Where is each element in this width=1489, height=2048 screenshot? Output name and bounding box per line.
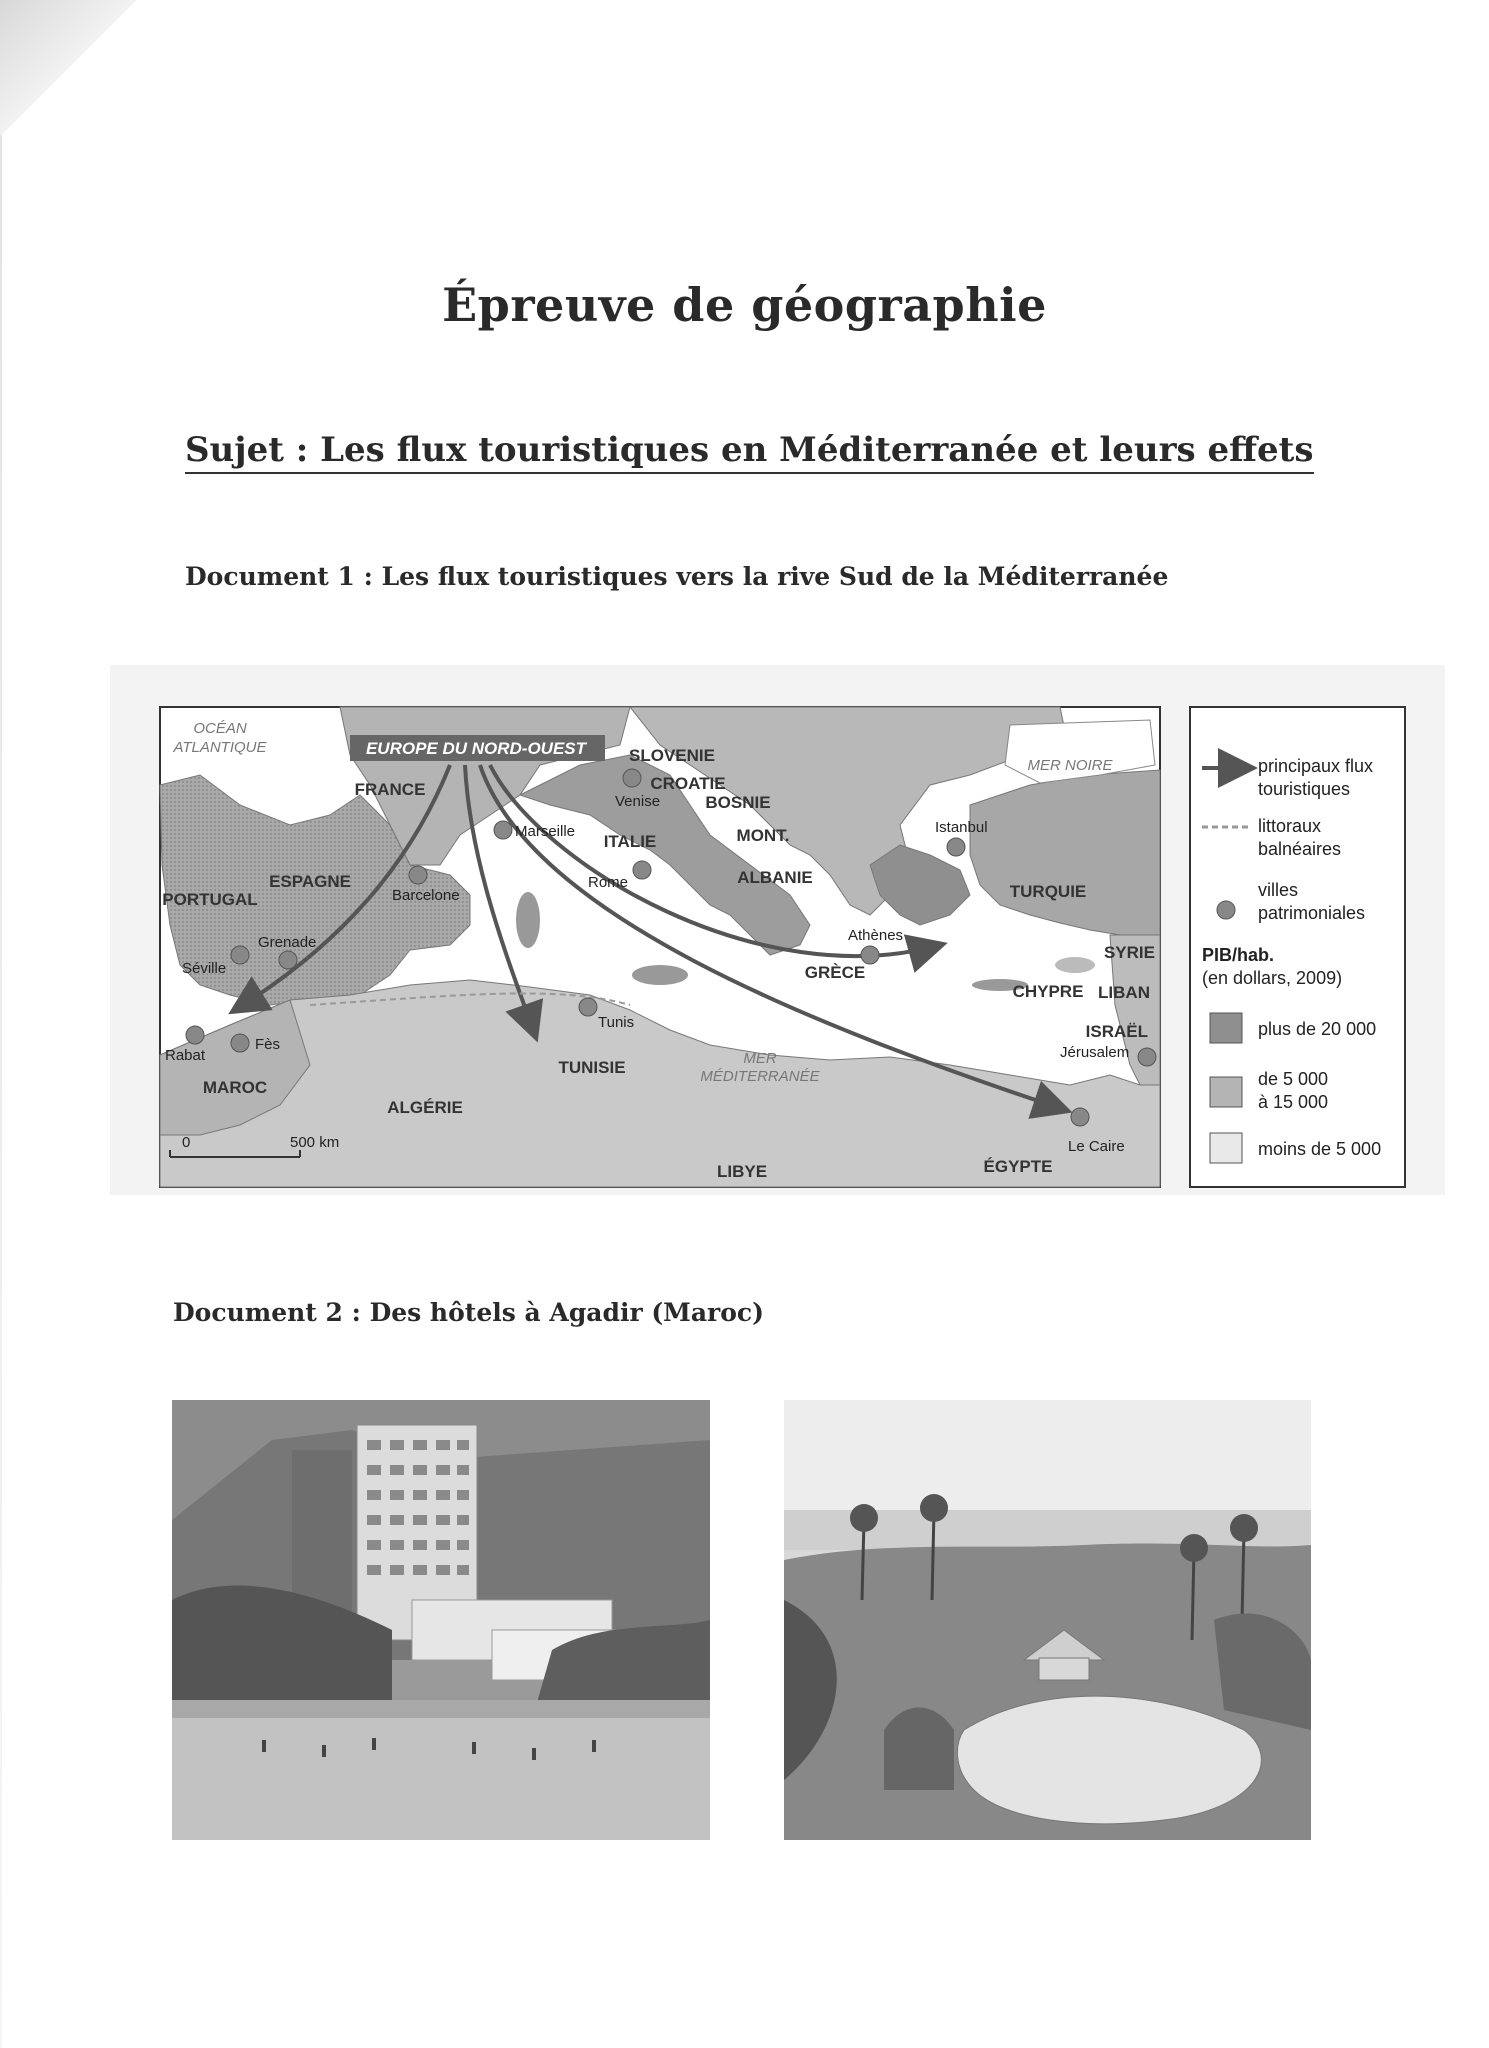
city-jerusalem: Jérusalem	[1060, 1044, 1130, 1061]
country-croatie: CROATIE	[650, 774, 726, 793]
country-espagne: ESPAGNE	[269, 872, 351, 891]
country-italie: ITALIE	[603, 832, 657, 851]
city-dot-istanbul	[947, 838, 965, 856]
hotel-tower-illustration	[172, 1400, 710, 1840]
city-dot-venise	[623, 769, 641, 787]
country-portugal: PORTUGAL	[162, 890, 258, 909]
city-dot-rome	[633, 861, 651, 879]
country-slovenie: SLOVENIE	[629, 746, 715, 765]
sea-atlantic-2: ATLANTIQUE	[173, 739, 267, 756]
legend-swatch-high	[1210, 1013, 1242, 1043]
country-tunisie: TUNISIE	[558, 1058, 626, 1077]
legend-pib-title: PIB/hab.	[1202, 945, 1275, 965]
city-venise: Venise	[615, 793, 661, 810]
tourism-flows-map	[110, 665, 1445, 1195]
sea-med-1: MER	[743, 1050, 777, 1067]
region-label: EUROPE DU NORD-OUEST	[365, 739, 587, 758]
country-albanie: ALBANIE	[737, 868, 813, 887]
sea-black: MER NOIRE	[1027, 757, 1113, 774]
country-liban: LIBAN	[1098, 983, 1150, 1002]
city-seville: Séville	[182, 960, 227, 977]
legend-flux-2: touristiques	[1258, 779, 1351, 799]
resort-pool-illustration	[784, 1400, 1311, 1840]
legend-pib-sub: (en dollars, 2009)	[1202, 968, 1343, 988]
folded-corner	[0, 0, 150, 150]
page-title: Épreuve de géographie	[442, 278, 1047, 332]
city-fes: Fès	[255, 1036, 281, 1053]
legend-littoraux-2: balnéaires	[1258, 839, 1342, 859]
map-svg	[110, 665, 1445, 1195]
city-dot-barcelone	[409, 866, 427, 884]
city-dot-grenade	[279, 951, 297, 969]
sea-med-2: MÉDITERRANÉE	[700, 1068, 820, 1085]
country-syrie: SYRIE	[1103, 943, 1155, 962]
city-athenes: Athènes	[848, 927, 904, 944]
sea-atlantic-1: OCÉAN	[193, 720, 247, 737]
country-libye: LIBYE	[716, 1162, 768, 1181]
city-rabat: Rabat	[165, 1047, 206, 1064]
city-dot-marseille	[494, 821, 512, 839]
city-dot-seville	[231, 946, 249, 964]
city-rome: Rome	[588, 874, 629, 891]
legend-pib-mid-1: de 5 000	[1258, 1069, 1329, 1089]
legend-pib-low: moins de 5 000	[1258, 1139, 1382, 1159]
legend-swatch-mid	[1210, 1077, 1242, 1107]
city-dot-le-caire	[1071, 1108, 1089, 1126]
city-barcelone: Barcelone	[392, 887, 460, 904]
document-1-title: Document 1 : Les flux touristiques vers la rive Sud de la Méditerranée	[185, 562, 1169, 591]
legend-city-dot	[1217, 901, 1235, 919]
cyprus	[1055, 957, 1095, 973]
city-dot-athenes	[861, 946, 879, 964]
country-chypre: CHYPRE	[1012, 982, 1084, 1001]
city-dot-rabat	[186, 1026, 204, 1044]
country-israel: ISRAËL	[1085, 1022, 1148, 1041]
city-dot-fes	[231, 1034, 249, 1052]
city-marseille: Marseille	[515, 823, 576, 840]
city-tunis: Tunis	[598, 1014, 635, 1031]
subject-heading: Sujet : Les flux touristiques en Méditerranée et leurs effets	[185, 430, 1314, 474]
legend-flux-1: principaux flux	[1258, 756, 1374, 776]
resort-pool-photo	[784, 1400, 1311, 1840]
country-egypte: ÉGYPTE	[983, 1157, 1053, 1176]
country-maroc: MAROC	[202, 1078, 268, 1097]
scale-zero: 0	[182, 1134, 191, 1151]
corsica-sardinia	[516, 892, 540, 948]
hotel-tower-photo	[172, 1400, 710, 1840]
legend-pib-mid-2: à 15 000	[1258, 1092, 1329, 1112]
sicily	[632, 965, 688, 985]
scale-distance: 500 km	[290, 1134, 340, 1151]
country-bosnie: BOSNIE	[705, 793, 771, 812]
legend-littoraux-1: littoraux	[1258, 816, 1322, 836]
country-france: FRANCE	[354, 780, 426, 799]
country-grece: GRÈCE	[804, 963, 866, 982]
city-dot-jerusalem	[1138, 1048, 1156, 1066]
country-turquie: TURQUIE	[1009, 882, 1087, 901]
city-istanbul: Istanbul	[935, 819, 988, 836]
legend-villes-2: patrimoniales	[1258, 903, 1366, 923]
country-algerie: ALGÉRIE	[387, 1098, 463, 1117]
country-mont: MONT.	[736, 826, 790, 845]
legend-villes-1: villes	[1258, 880, 1299, 900]
legend-swatch-low	[1210, 1133, 1242, 1163]
legend-pib-high: plus de 20 000	[1258, 1019, 1377, 1039]
city-le-caire: Le Caire	[1068, 1138, 1125, 1155]
city-grenade: Grenade	[258, 934, 317, 951]
city-dot-tunis	[579, 998, 597, 1016]
document-2-title: Document 2 : Des hôtels à Agadir (Maroc)	[173, 1298, 764, 1327]
